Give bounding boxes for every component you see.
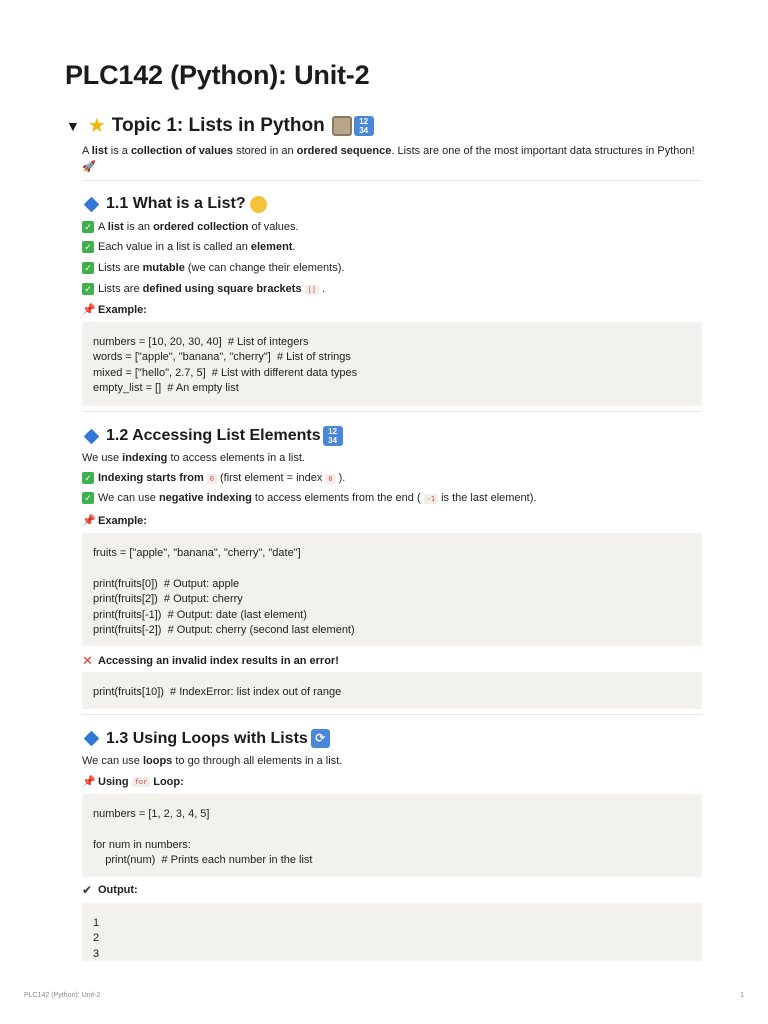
cross-mark-icon: ✕ <box>82 653 93 668</box>
inline-code: 0 <box>325 474 335 484</box>
check-mark-button-icon: ✓ <box>82 492 94 504</box>
footer-title: PLC142 (Python): Unit-2 <box>24 992 101 999</box>
example-label: 📌 Example: <box>82 303 147 316</box>
list-item-text <box>98 492 536 504</box>
text-segment: is the last element). <box>441 492 537 504</box>
divider <box>82 180 702 181</box>
list-item-text <box>98 221 299 233</box>
triangle-down-icon[interactable]: ▼ <box>66 117 80 134</box>
list-item-text <box>98 472 345 484</box>
section-heading-text: 1.2 Accessing List Elements <box>106 427 321 444</box>
blue-diamond-icon <box>84 428 100 444</box>
divider <box>82 411 702 412</box>
text-segment: (first element = index <box>219 472 323 484</box>
section-heading-1-1 <box>84 195 267 213</box>
section-heading-1-3 <box>84 729 330 748</box>
list-item <box>82 241 296 253</box>
code-block: numbers = [10, 20, 30, 40] # List of integers words = ["apple", "banana", "cherry"] # List of strings mixed = ["hello", 2.7, 5] # List with different data types empty_list = [] # An empty list <box>82 322 702 406</box>
input-numbers-icon: 12 34 <box>323 426 343 446</box>
text-segment: (we can change their elements). <box>184 262 345 274</box>
bold-text: Indexing starts from <box>98 472 204 484</box>
check-mark-button-icon: ✓ <box>82 283 94 295</box>
section-heading-text: 1.3 Using Loops with Lists <box>106 729 308 747</box>
text-segment: ). <box>338 472 346 484</box>
thinking-face-icon <box>250 196 267 213</box>
list-item-text <box>98 283 325 295</box>
text-segment: Each value in a list is called an <box>98 241 251 253</box>
text-segment: We use <box>82 452 123 464</box>
inline-code: -1 <box>424 494 438 504</box>
code-block: fruits = ["apple", "banana", "cherry", "date"] print(fruits[0]) # Output: apple print(fruits[2]) # Output: cherry print(fruits[-1]) # Output: date (last element) print(fruits[-2]) # Output: cherry (second last element) <box>82 533 702 646</box>
list-item <box>82 283 325 295</box>
clipboard-icon <box>332 116 352 136</box>
input-numbers-icon: 12 34 <box>354 116 374 136</box>
topic-toggle-heading[interactable] <box>66 113 374 138</box>
text-segment: is a <box>107 145 131 157</box>
bold-text: negative indexing <box>158 492 252 504</box>
bold-text: indexing <box>122 452 168 464</box>
text-segment: Lists are <box>98 283 143 295</box>
text-segment: is an <box>123 221 154 233</box>
inline-code: 0 <box>207 474 217 484</box>
list-item-text <box>98 262 344 274</box>
bold-text: list <box>91 145 108 157</box>
check-mark-button-icon: ✓ <box>82 221 94 233</box>
check-mark-button-icon: ✓ <box>82 262 94 274</box>
code-block: 1 2 3 <box>82 903 702 961</box>
text-segment: to access elements in a list. <box>167 452 305 464</box>
bold-text: defined using square brackets <box>142 283 302 295</box>
bold-text: mutable <box>142 262 185 274</box>
blue-diamond-icon <box>84 196 100 212</box>
glowing-star-icon: ★ <box>87 115 106 137</box>
check-mark-icon: ✔ <box>82 883 93 897</box>
text-segment: Lists are <box>98 262 143 274</box>
text-segment: . <box>322 283 326 295</box>
section-heading-text: 1.1 What is a List? <box>106 195 246 212</box>
bold-text: list <box>107 221 124 233</box>
pushpin-icon: 📌 <box>82 515 96 527</box>
text-segment: We can use <box>82 755 143 767</box>
bold-text: ordered sequence <box>296 145 392 157</box>
topic-intro <box>82 144 702 175</box>
page-number: 1 <box>740 992 744 999</box>
text-segment: stored in an <box>233 145 297 157</box>
section-intro <box>82 755 342 767</box>
check-mark-button-icon: ✓ <box>82 241 94 253</box>
list-item-text <box>98 241 296 253</box>
text-segment: of values. <box>248 221 299 233</box>
blue-diamond-icon <box>84 731 100 747</box>
example-label: 📌 Example: <box>82 514 147 527</box>
section-heading-1-2 <box>84 426 343 446</box>
topic-heading-text: Topic 1: Lists in Python <box>111 114 325 136</box>
text-segment: A <box>98 221 108 233</box>
text-segment: . <box>292 241 296 253</box>
bold-text: ordered collection <box>153 221 249 233</box>
text-segment: to go through all elements in a list. <box>172 755 343 767</box>
using-loop-label: 📌 Using for Loop: <box>82 775 184 788</box>
text-segment: to access elements from the end ( <box>251 492 421 504</box>
text-segment: A <box>82 145 92 157</box>
pushpin-icon: 📌 <box>82 304 96 316</box>
text-segment: We can use <box>98 492 159 504</box>
pushpin-icon: 📌 <box>82 776 96 788</box>
text-segment: . Lists are one of the most important data structures in Python! 🚀 <box>82 145 695 173</box>
bold-text: collection of values <box>130 145 234 157</box>
section-intro <box>82 452 305 464</box>
code-block: print(fruits[10]) # IndexError: list index out of range <box>82 672 702 709</box>
page-title: PLC142 (Python): Unit-2 <box>65 60 370 90</box>
bold-text: loops <box>142 755 173 767</box>
code-block: numbers = [1, 2, 3, 4, 5] for num in numbers: print(num) # Prints each number in the list <box>82 794 702 877</box>
list-item <box>82 492 536 504</box>
check-mark-button-icon: ✓ <box>82 472 94 484</box>
output-label: ✔ Output: <box>82 883 138 897</box>
arrows-cycle-icon: ⟳ <box>311 729 330 748</box>
list-item <box>82 472 345 484</box>
list-item <box>82 262 344 274</box>
error-label: ✕ Accessing an invalid index results in an error! <box>82 653 339 668</box>
list-item <box>82 221 299 233</box>
bold-text: element <box>250 241 293 253</box>
divider <box>82 714 702 715</box>
inline-code: [] <box>305 285 319 295</box>
